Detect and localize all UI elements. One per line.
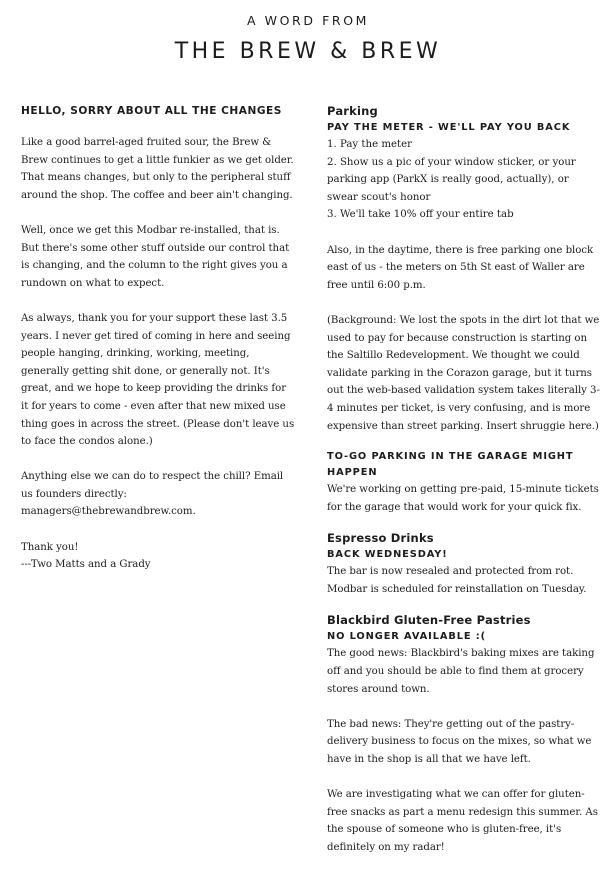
- togo-section: [327, 449, 602, 516]
- parking-background: (Background: We lost the spots in the dirt lot that we used to pay for because construction is starting on the Saltillo Redevelopment. We thought we could validate parking in the Corazon garage, but it turns out the web-based validation system takes literally 3-4 minutes per ticket, is very confusing, and is more expensive than street parking. Insert shruggie here.): [327, 314, 600, 432]
- intro-heading: HELLO, SORRY ABOUT ALL THE CHANGES: [21, 105, 282, 117]
- parking-heading: Parking: [327, 104, 378, 118]
- togo-paragraph: We're working on getting pre-paid, 15-minute tickets for the garage that would work for your quick fix.: [327, 484, 599, 513]
- parking-steps: [327, 136, 602, 224]
- contact-paragraph: Anything else we can do to respect the chill? Email us founders directly: managers@thebrewandbrew.com.: [21, 471, 284, 518]
- header-kicker: A WORD FROM: [246, 13, 370, 28]
- intro-paragraph-3: As always, thank you for your support these last 3.5 years. I never get tired of coming in here and seeing people hanging, drinking, working, meeting, generally getting shit done, or generally not. It's great, and we hope to keep providing the drinks for it for years to come - even after that new mixed use thing goes in across the street. (Please don't leave us to face the condos alone.): [21, 312, 295, 448]
- espresso-paragraph: The bar is now resealed and protected from rot. Modbar is scheduled for reinstallation on Tuesday.: [327, 566, 587, 595]
- parking-step-3: 3. We'll take 10% off your entire tab: [327, 209, 514, 221]
- pastries-section: [327, 612, 602, 856]
- pastries-heading: Blackbird Gluten-Free Pastries: [327, 613, 531, 628]
- pastries-paragraph-2: The bad news: They're getting out of the pastry-delivery business to focus on the mixes, so what we have in the shop is all that we have left.: [327, 718, 592, 766]
- parking-step-2: 2. Show us a pic of your window sticker, or your parking app (ParkX is really good, actually), or swear scout's honor: [327, 156, 576, 203]
- left-column: [21, 103, 296, 574]
- page-title: THE BREW & BREW: [174, 39, 442, 64]
- parking-subheading: PAY THE METER - WE'LL PAY YOU BACK: [327, 122, 571, 133]
- signoff: Thank you!: [21, 541, 79, 553]
- parking-section: [327, 103, 602, 435]
- pastries-paragraph-3: We are investigating what we can offer for gluten-free snacks as part a menu redesign this summer. As the spouse of someone who is gluten-free, it's definitely on my radar!: [327, 789, 598, 853]
- espresso-section: [327, 530, 602, 598]
- right-column: [327, 103, 602, 857]
- togo-subheading: TO-GO PARKING IN THE GARAGE MIGHT HAPPEN: [327, 451, 574, 479]
- parking-step-1: 1. Pay the meter: [327, 139, 413, 150]
- pastries-paragraph-1: The good news: Blackbird's baking mixes are taking off and you should be able to find them at grocery stores around town.: [327, 648, 595, 695]
- pastries-subheading: NO LONGER AVAILABLE :(: [327, 631, 486, 643]
- intro-paragraph-2: Well, once we get this Modbar re-installed, that is. But there's some other stuff outside our control that is changing, and the column to the right gives you a rundown on what to expect.: [21, 224, 290, 289]
- espresso-subheading: BACK WEDNESDAY!: [327, 549, 448, 561]
- parking-paragraph-1: Also, in the daytime, there is free parking one block east of us - the meters on 5th St east of Waller are free until 6:00 p.m.: [327, 244, 594, 291]
- signature: ---Two Matts and a Grady: [21, 559, 151, 571]
- espresso-heading: Espresso Drinks: [327, 531, 434, 546]
- intro-paragraph-1: Like a good barrel-aged fruited sour, the Brew & Brew continues to get a little funkier as we get older. That means changes, but only to the peripheral stuff around the shop. The coffee and beer ain't changing.: [21, 137, 294, 201]
